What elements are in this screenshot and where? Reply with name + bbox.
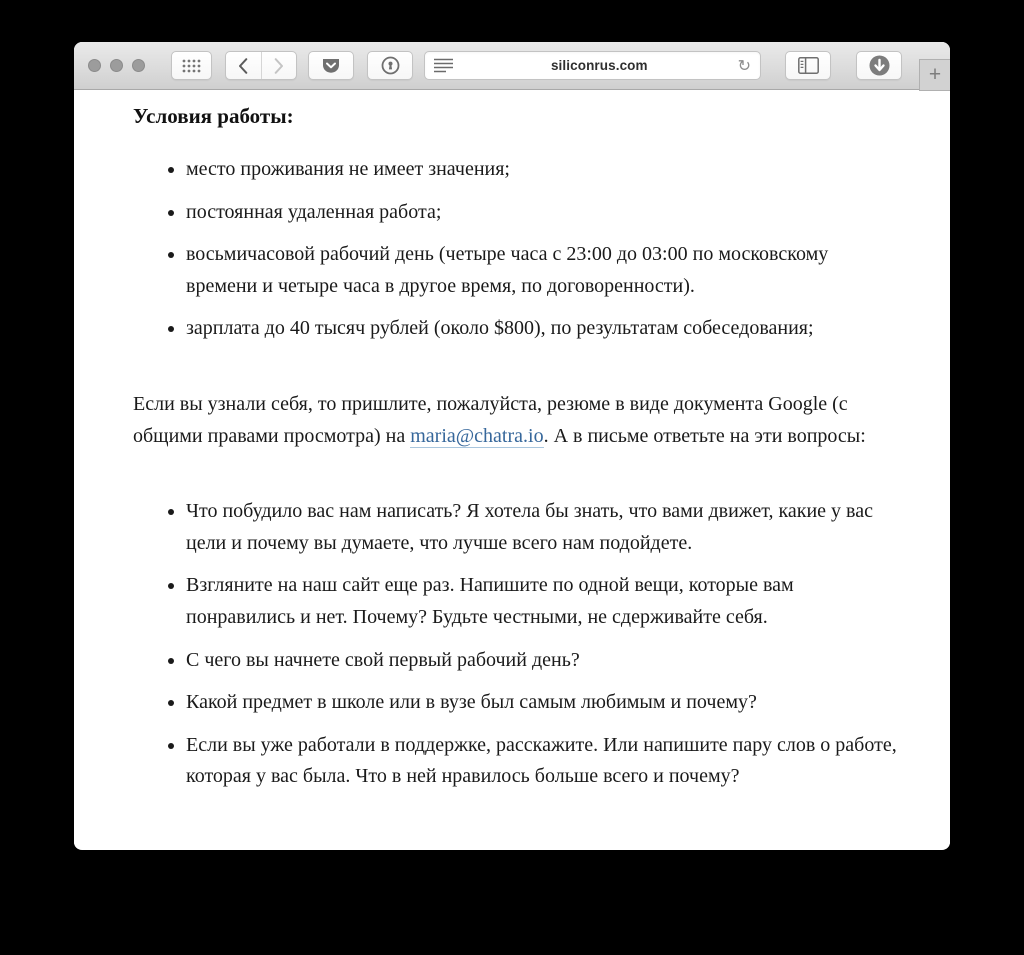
email-link[interactable]: maria@chatra.io [410, 424, 544, 447]
download-icon [868, 54, 891, 77]
downloads-button[interactable] [856, 51, 902, 80]
pocket-extension-button[interactable] [308, 51, 354, 80]
paragraph-text-before-link: Если вы узнали себя, то пришлите, пожалуйста, резюме в виде документа Google (с общими правами просмотра) на [133, 392, 848, 447]
conditions-list [133, 154, 900, 345]
top-sites-button[interactable] [171, 51, 212, 80]
minimize-button[interactable] [110, 59, 123, 72]
chevron-left-icon [238, 58, 248, 74]
list-item: • постоянная удаленная работа; [186, 197, 900, 229]
zoom-button[interactable] [132, 59, 145, 72]
paragraph-text-after-link: . А в письме ответьте на эти вопросы: [543, 424, 866, 447]
list-item: • Какой предмет в школе или в вузе был самым любимым и почему? [186, 687, 900, 719]
address-bar[interactable] [424, 51, 761, 80]
onepassword-extension-button[interactable] [367, 51, 413, 80]
reader-button[interactable] [434, 58, 453, 73]
new-tab-button[interactable] [919, 59, 950, 91]
pocket-icon [322, 58, 340, 74]
back-button[interactable] [226, 52, 261, 79]
list-item: • восьмичасовой рабочий день (четыре часа с 23:00 до 03:00 по московскому времени и четыре часа в другое время, по договоренности). [186, 239, 900, 302]
list-item: • место проживания не имеет значения; [186, 154, 900, 186]
sidebar-toggle-button[interactable] [785, 51, 831, 80]
plus-icon: + [928, 63, 942, 86]
reader-icon [434, 58, 453, 73]
list-item: • С чего вы начнете свой первый рабочий день? [186, 645, 900, 677]
list-item: • Если вы уже работали в поддержке, расскажите. Или напишите пару слов о работе, которая у вас была. Что в ней нравилось больше всего и почему? [186, 730, 900, 793]
url-text[interactable]: siliconrus.com [550, 58, 648, 73]
list-item: • Взгляните на наш сайт еще раз. Напишите по одной вещи, которые вам понравились и нет. Почему? Будьте честными, не сдерживайте себя. [186, 570, 900, 633]
refresh-button[interactable] [737, 55, 751, 75]
browser-window [74, 42, 950, 850]
list-item: • зарплата до 40 тысяч рублей (около $800), по результатам собеседования; [186, 313, 900, 345]
close-button[interactable] [88, 59, 101, 72]
keyhole-icon [381, 56, 400, 75]
questions-list [133, 496, 900, 793]
sidebar-icon [798, 57, 819, 74]
browser-toolbar [74, 42, 950, 90]
chevron-right-icon [274, 58, 284, 74]
refresh-icon: ↻ [737, 55, 751, 75]
page-content [74, 90, 950, 849]
list-item: • Что побудило вас нам написать? Я хотела бы знать, что вами движет, какие у вас цели и почему вы думаете, что лучше всего нам подойдете. [186, 496, 900, 559]
grid-icon [182, 59, 201, 73]
apply-paragraph [133, 389, 900, 452]
forward-button[interactable] [261, 52, 297, 79]
window-controls [88, 59, 145, 72]
page-heading: Условия работы: [133, 104, 294, 128]
history-nav-control [225, 51, 297, 80]
